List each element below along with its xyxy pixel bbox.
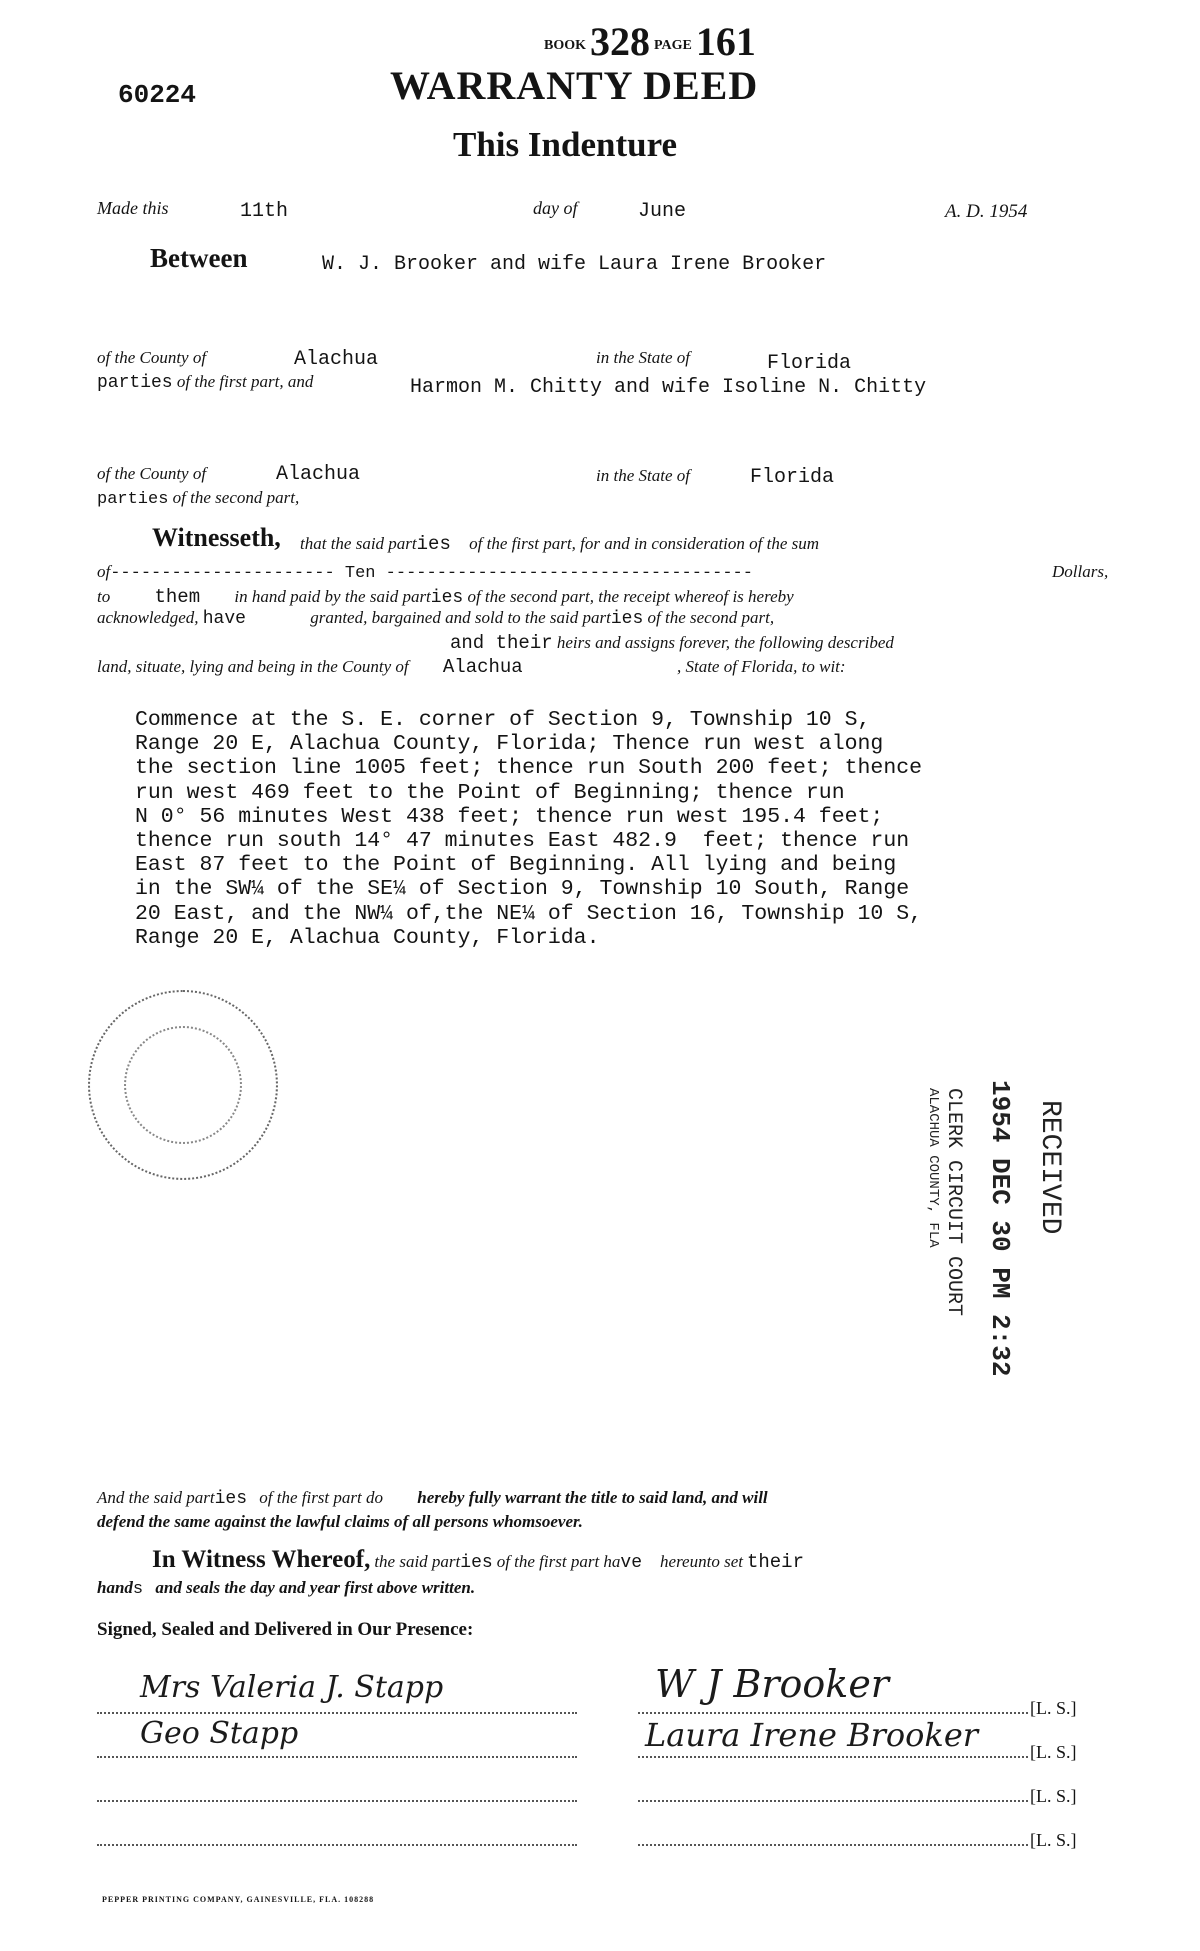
warranty-line-2: defend the same against the lawful claims of all persons whomsoever. (97, 1512, 583, 1531)
document-number: 60224 (118, 80, 197, 110)
legal-description-line: Range 20 E, Alachua County, Florida. (135, 925, 600, 950)
witnesseth-line-6: land, situate, lying and being in the County of Alachua , State of Florida, to wit: (97, 656, 846, 678)
between-label: Between (150, 243, 248, 273)
made-this-label: Made this (97, 198, 169, 218)
stamp-county: ALACHUA COUNTY, FLA (925, 1088, 941, 1248)
witness-signature-2: Geo Stapp (140, 1716, 299, 1751)
second-party-names: Harmon M. Chitty and wife Isoline N. Chitty (410, 376, 927, 399)
parties-second-label: parties of the second part, (97, 488, 300, 509)
witnesseth-line-5: and their heirs and assigns forever, the following described (450, 632, 894, 654)
grantor-signature-2: Laura Irene Brooker (645, 1716, 979, 1754)
witnesseth-label: Witnesseth, (152, 523, 281, 552)
day-value: 11th (240, 200, 289, 223)
day-of-label: day of (533, 198, 578, 218)
book-label: BOOK (544, 37, 587, 53)
book-number: 328 (590, 19, 651, 64)
notary-seal (88, 990, 278, 1180)
stamp-datetime: 1954 DEC 30 PM 2:32 (985, 1080, 1015, 1377)
legal-description-line: Commence at the S. E. corner of Section 9, Township 10 S, (135, 708, 871, 732)
grantor-signature-line-3 (638, 1800, 1028, 1802)
grantor-signature-line-1 (638, 1712, 1028, 1714)
legal-description (135, 708, 922, 950)
state-label-2: in the State of (596, 466, 690, 485)
grantor-signature-1: W J Brooker (655, 1662, 889, 1706)
first-state: Florida (767, 352, 852, 375)
printer-imprint: PEPPER PRINTING COMPANY, GAINESVILLE, FLA. 108288 (102, 1895, 375, 1904)
grantor-signature-line-2 (638, 1756, 1028, 1758)
month-value: June (638, 200, 687, 223)
witness-signature-line-4 (97, 1844, 577, 1846)
witness-signature-line-1 (97, 1712, 577, 1714)
ls-label-3: [L. S.] (1030, 1786, 1077, 1806)
deed-title: WARRANTY DEED (390, 63, 759, 108)
grantor-signature-line-4 (638, 1844, 1028, 1846)
stamp-received: RECEIVED (1034, 1100, 1065, 1235)
deed-subtitle: This Indenture (453, 125, 678, 164)
year-label: A. D. 1954 (945, 201, 1028, 222)
legal-description-line: 20 East, and the NW¼ of,the NE¼ of Section 16, Township 10 S, (135, 901, 923, 926)
county-label-2: of the County of (97, 464, 207, 483)
signed-sealed-label: Signed, Sealed and Delivered in Our Presence: (97, 1619, 474, 1640)
warranty-line-1: And the said parties of the first part do hereby fully warrant the title to said land, and will (97, 1488, 768, 1509)
in-witness-line-2: hands and seals the day and year first above written. (97, 1578, 476, 1599)
witness-signature-line-2 (97, 1756, 577, 1758)
witness-signature-1: Mrs Valeria J. Stapp (140, 1670, 444, 1705)
legal-description-line: in the SW¼ of the SE¼ of Section 9, Township 10 South, Range (135, 877, 910, 902)
stamp-clerk: CLERK CIRCUIT COURT (942, 1088, 965, 1317)
page-label: PAGE (654, 37, 692, 53)
ls-label-4: [L. S.] (1030, 1830, 1077, 1850)
seal-inner-ring (124, 1026, 242, 1144)
first-county: Alachua (294, 348, 379, 371)
second-county: Alachua (276, 463, 361, 486)
witnesseth-line-3: to them in hand paid by the said parties of the second part, the receipt whereof is hereby (97, 586, 794, 608)
legal-description-line: N 0° 56 minutes West 438 feet; thence run west 195.4 feet; (135, 804, 884, 829)
in-witness-line-1: In Witness Whereof, the said parties of the first part have hereunto set their (152, 1546, 804, 1573)
first-party-names: W. J. Brooker and wife Laura Irene Brooker (322, 253, 827, 276)
second-state: Florida (750, 466, 835, 489)
witness-signature-line-3 (97, 1800, 577, 1802)
ls-label-1: [L. S.] (1030, 1698, 1077, 1718)
book-page-number (540, 18, 756, 65)
witnesseth-line-1: that the said parties of the first part, for and in consideration of the sum (300, 533, 820, 555)
state-label-1: in the State of (596, 348, 690, 367)
legal-description-line: East 87 feet to the Point of Beginning. All lying and being (135, 853, 897, 878)
legal-description-line: run west 469 feet to the Point of Beginning; thence run (135, 780, 845, 805)
parties-first-label: parties of the first part, and (97, 372, 314, 393)
page-number: 161 (695, 19, 756, 64)
legal-description-line: the section line 1005 feet; thence run South 200 feet; thence (135, 756, 923, 781)
witnesseth-line-2: of---------------------- Ten ------------------------------------ Dollars, (97, 562, 1109, 583)
received-stamp (905, 1080, 1075, 1377)
legal-description-line: thence run south 14° 47 minutes East 482.9 feet; thence run (135, 829, 910, 854)
legal-description-line: Range 20 E, Alachua County, Florida; Thence run west along (135, 732, 884, 757)
county-label-1: of the County of (97, 348, 207, 367)
witnesseth-line-4: acknowledged, have granted, bargained and sold to the said parties of the second part, (97, 608, 775, 629)
ls-label-2: [L. S.] (1030, 1742, 1077, 1762)
